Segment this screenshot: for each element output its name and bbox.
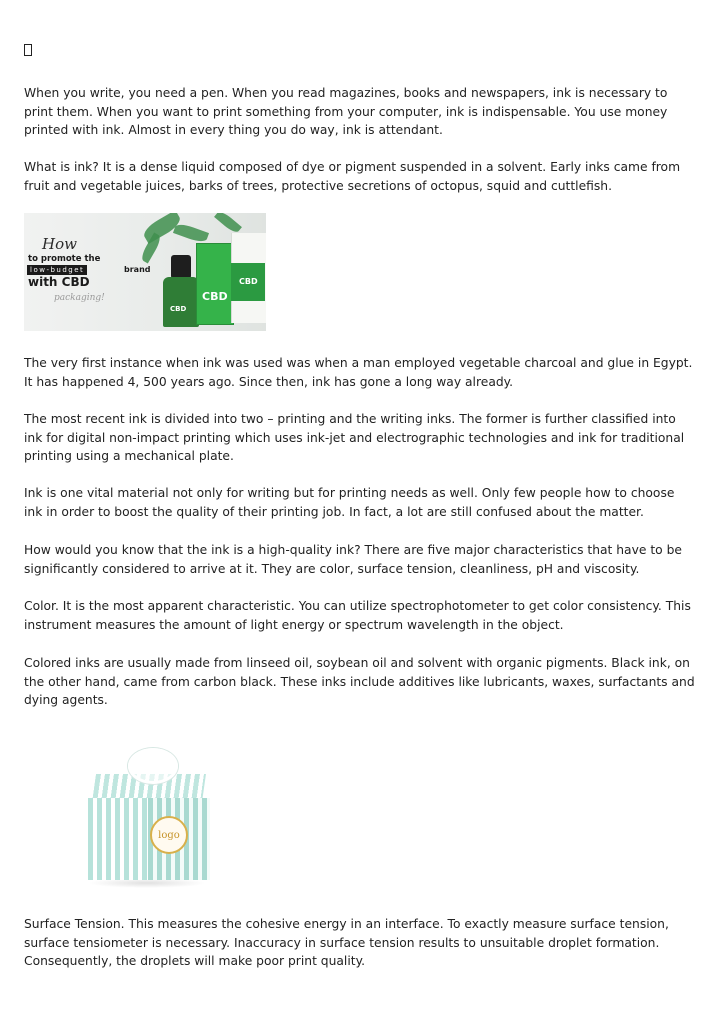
white-box-cbd-label: CBD (239, 277, 258, 286)
paragraph-what-is-ink: What is ink? It is a dense liquid composed of dye or pigment suspended in a solvent. Early inks came from fruit and vegetable juices, barks of trees, protective secretions of octopus, squid and cuttlefish. (24, 160, 681, 193)
dropper-cap (171, 255, 191, 279)
cbd-packaging-banner-image (24, 213, 266, 331)
paragraph-intro: When you write, you need a pen. When you read magazines, books and newspapers, ink is necessary to print them. When you want to print something from your computer, ink is indispensable. You use money printed with ink. Almost in every thing you do way, ink is attendant. (24, 86, 668, 137)
paragraph-vital-material: Ink is one vital material not only for writing but for printing needs as well. Only few people how to choose ink in order to boost the quality of their printing job. In fact, a lot are still confused about the matter. (24, 486, 675, 519)
missing-glyph-icon (24, 44, 32, 56)
leaf-icon (139, 233, 163, 264)
banner-brand-text: brand (124, 265, 151, 274)
gift-box-logo-text: logo (158, 829, 180, 841)
white-box-green-band (231, 263, 265, 301)
bottle-cbd-label: CBD (170, 305, 187, 313)
green-cbd-box (196, 243, 234, 325)
paragraph-surface-tension: Surface Tension. This measures the cohesive energy in an interface. To exactly measure surface tension, surface tensiometer is necessary. Inaccuracy in surface tension results to unsuitable droplet formation. Consequently, the droplets will make poor print quality. (24, 917, 669, 968)
gift-box-front (88, 798, 148, 880)
leaf-icon (173, 222, 209, 245)
paragraph-characteristics: How would you know that the ink is a high-quality ink? There are five major characteristics that have to be significantly considered to arrive at it. They are color, surface tension, cleanliness, pH and viscosity. (24, 543, 682, 576)
paragraph-history: The very first instance when ink was used was when a man employed vegetable charcoal and glue in Egypt. It has happened 4, 500 years ago. Since then, ink has gone a long way already. (24, 356, 693, 389)
gift-box-logo-seal (150, 816, 188, 854)
paragraph-colored-inks: Colored inks are usually made from linseed oil, soybean oil and solvent with organic pigments. Black ink, on the other hand, came from carbon black. These inks include additives like lubricants, waxes, surfactants and dying agents. (24, 656, 695, 707)
paragraph-color: Color. It is the most apparent characteristic. You can utilize spectrophotometer to get color consistency. This instrument measures the amount of light energy or spectrum wavelength in the object. (24, 599, 691, 632)
green-box-cbd-label: CBD (202, 290, 228, 303)
banner-low-budget-text: low-budget (27, 265, 87, 275)
banner-promote-text: to promote the (28, 254, 101, 264)
banner-with-cbd-text: with CBD (28, 275, 90, 289)
banner-how-text: How (42, 235, 77, 253)
banner-packaging-text: packaging! (54, 293, 105, 303)
cbd-bottle (163, 277, 199, 327)
ribbon-bow-icon (128, 748, 178, 784)
paragraph-ink-types: The most recent ink is divided into two – printing and the writing inks. The former is further classified into ink for digital non-impact printing which uses ink-jet and electrographic technologies and ink for traditional printing using a mechanical plate. (24, 412, 685, 463)
leaf-icon (214, 213, 242, 235)
striped-gift-box-image (80, 738, 230, 898)
